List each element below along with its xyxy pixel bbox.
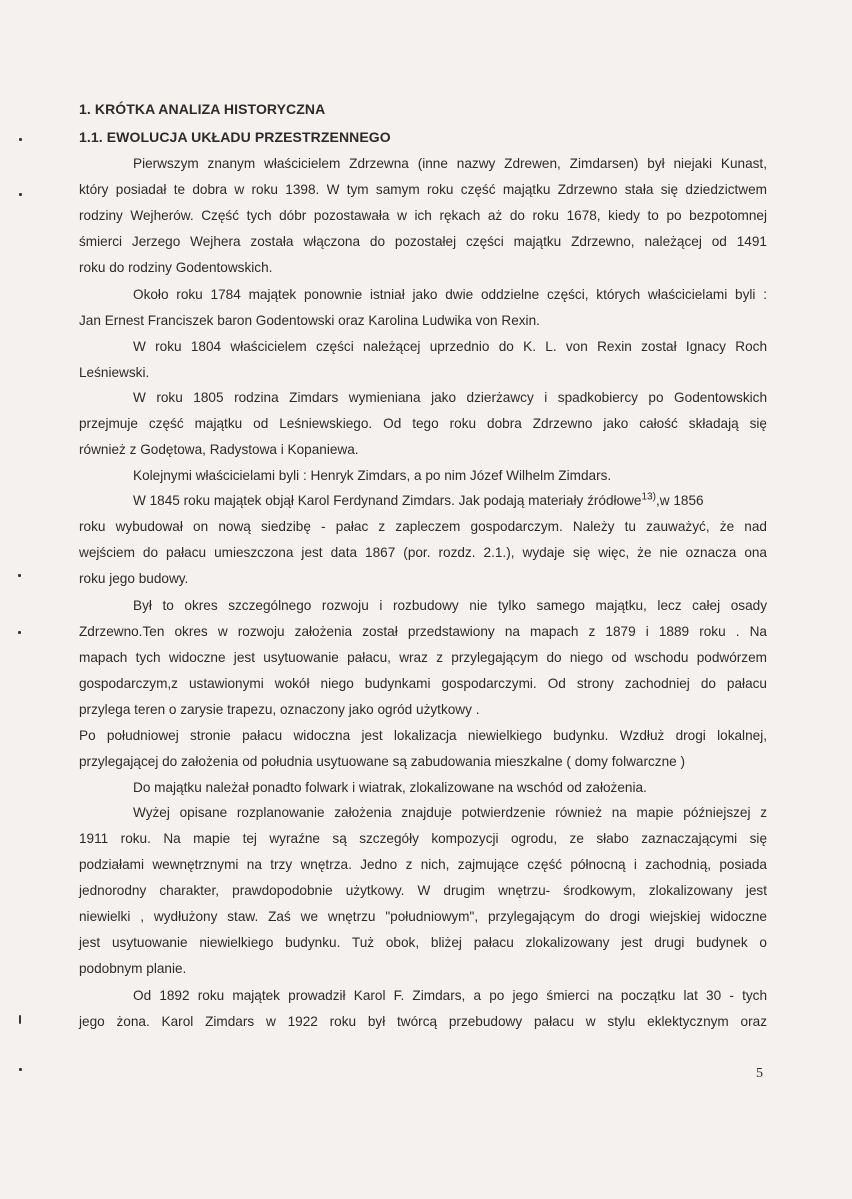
- text-line: śmierci Jerzego Wejhera została włączona do pozostałej części majątku Zdrzewno, należącej od 1491: [79, 234, 767, 249]
- text-line: podziałami wewnętrznymi na trzy wnętrza. Jedno z nich, zajmujące część północną i zachodnią, posiada: [79, 857, 767, 872]
- text-line: przejmuje część majątku od Leśniewskiego. Od tego roku dobra Zdrzewno jako całość składają się: [79, 416, 767, 431]
- text-line: niewielki , wydłużony staw. Zaś we wnętrzu "południowym", przylegającym do drogi wiejskiej widoczne: [79, 909, 767, 924]
- scan-mark-icon: [19, 1015, 21, 1024]
- text-line: roku jego budowy.: [79, 571, 189, 586]
- text-line: W roku 1804 właścicielem części należącej uprzednio do K. L. von Rexin został Ignacy Roch: [133, 339, 767, 354]
- text-line: przylegającej do założenia od południa usytuowane są zabudowania mieszkalne ( domy folwarczne ): [79, 754, 686, 769]
- text-line: wejściem do pałacu umieszczona jest data 1867 (por. rozdz. 2.1.), wydaje się więc, że nie oznacza ona: [79, 545, 767, 560]
- subsection-heading: 1.1. EWOLUCJA UKŁADU PRZESTRZENNEGO: [79, 129, 391, 145]
- text-fragment: ,w 1856: [655, 493, 704, 508]
- text-line: Do majątku należał ponadto folwark i wiatrak, zlokalizowane na wschód od założenia.: [133, 780, 647, 795]
- text-line: Był to okres szczególnego rozwoju i rozbudowy nie tylko samego majątku, lecz całej osady: [133, 598, 767, 613]
- section-heading: 1. KRÓTKA ANALIZA HISTORYCZNA: [79, 101, 326, 117]
- scan-mark-icon: [19, 138, 22, 141]
- text-line: W roku 1805 rodzina Zimdars wymieniana jako dzierżawcy i spadkobiercy po Godentowskich: [133, 390, 767, 405]
- text-line: który posiadał te dobra w roku 1398. W tym samym roku część majątku Zdrzewno stała się dziedzictwem: [79, 182, 767, 197]
- text-line: Po południowej stronie pałacu widoczna jest lokalizacja niewielkiego budynku. Wzdłuż drogi lokalnej,: [79, 728, 767, 743]
- text-line: roku wybudował on nową siedzibę - pałac z zapleczem gospodarczym. Należy tu zauważyć, że nad: [79, 519, 767, 534]
- text-line: Około roku 1784 majątek ponownie istniał jako dwie oddzielne części, których właścicielami byli :: [133, 287, 767, 302]
- text-line: rodziny Wejherów. Część tych dóbr pozostawała w ich rękach aż do roku 1678, kiedy to po bezpotomnej: [79, 208, 767, 223]
- text-line: roku do rodziny Godentowskich.: [79, 260, 273, 275]
- text-line: Od 1892 roku majątek prowadził Karol F. Zimdars, a po jego śmierci na początku lat 30 - tych: [133, 988, 767, 1003]
- text-line: Kolejnymi właścicielami byli : Henryk Zimdars, a po nim Józef Wilhelm Zimdars.: [133, 468, 612, 483]
- text-line: podobnym planie.: [79, 961, 187, 976]
- footnote-ref: 13): [641, 491, 656, 503]
- text-line: mapach tych widoczne jest usytuowanie pałacu, wraz z przylegającym do niego od wschodu podwórzem: [79, 650, 767, 665]
- text-line: Jan Ernest Franciszek baron Godentowski oraz Karolina Ludwika von Rexin.: [79, 313, 540, 328]
- text-line: 1911 roku. Na mapie tej wyraźne są szczegóły kompozycji ogrodu, ze słabo zaznaczającymi się: [79, 831, 767, 846]
- text-line: Leśniewski.: [79, 365, 150, 380]
- text-line: Zdrzewno.Ten okres w rozwoju założenia został przedstawiony na mapach z 1879 i 1889 roku . Na: [79, 624, 767, 639]
- text-line-with-footnote: [133, 492, 767, 510]
- text-line: jego żona. Karol Zimdars w 1922 roku był twórcą przebudowy pałacu w stylu eklektycznym oraz: [79, 1014, 767, 1029]
- text-fragment: W 1845 roku majątek objął Karol Ferdynand Zimdars. Jak podają materiały źródłowe: [133, 493, 642, 508]
- text-line: gospodarczym,z ustawionymi wokół niego budynkami gospodarczymi. Od strony zachodniej do pałacu: [79, 676, 767, 691]
- scan-mark-icon: [19, 1068, 22, 1071]
- text-line: jest usytuowanie niewielkiego budynku. Tuż obok, bliżej pałacu zlokalizowany jest drugi budynek o: [79, 935, 767, 950]
- scan-mark-icon: [18, 574, 21, 577]
- scan-mark-icon: [19, 193, 22, 196]
- page-number: 5: [756, 1066, 763, 1081]
- text-line: Wyżej opisane rozplanowanie założenia znajduje potwierdzenie również na mapie późniejszej z: [133, 805, 767, 820]
- text-line: Pierwszym znanym właścicielem Zdrzewna (inne nazwy Zdrewen, Zimdarsen) był niejaki Kunast,: [133, 156, 767, 171]
- scan-mark-icon: [18, 631, 21, 634]
- text-line: jednorodny charakter, prawdopodobnie użytkowy. W drugim wnętrzu- środkowym, zlokalizowany jest: [79, 883, 767, 898]
- text-line: przylega teren o zarysie trapezu, oznaczony jako ogród użytkowy .: [79, 702, 480, 717]
- text-line: również z Godętowa, Radystowa i Kopaniewa.: [79, 442, 359, 457]
